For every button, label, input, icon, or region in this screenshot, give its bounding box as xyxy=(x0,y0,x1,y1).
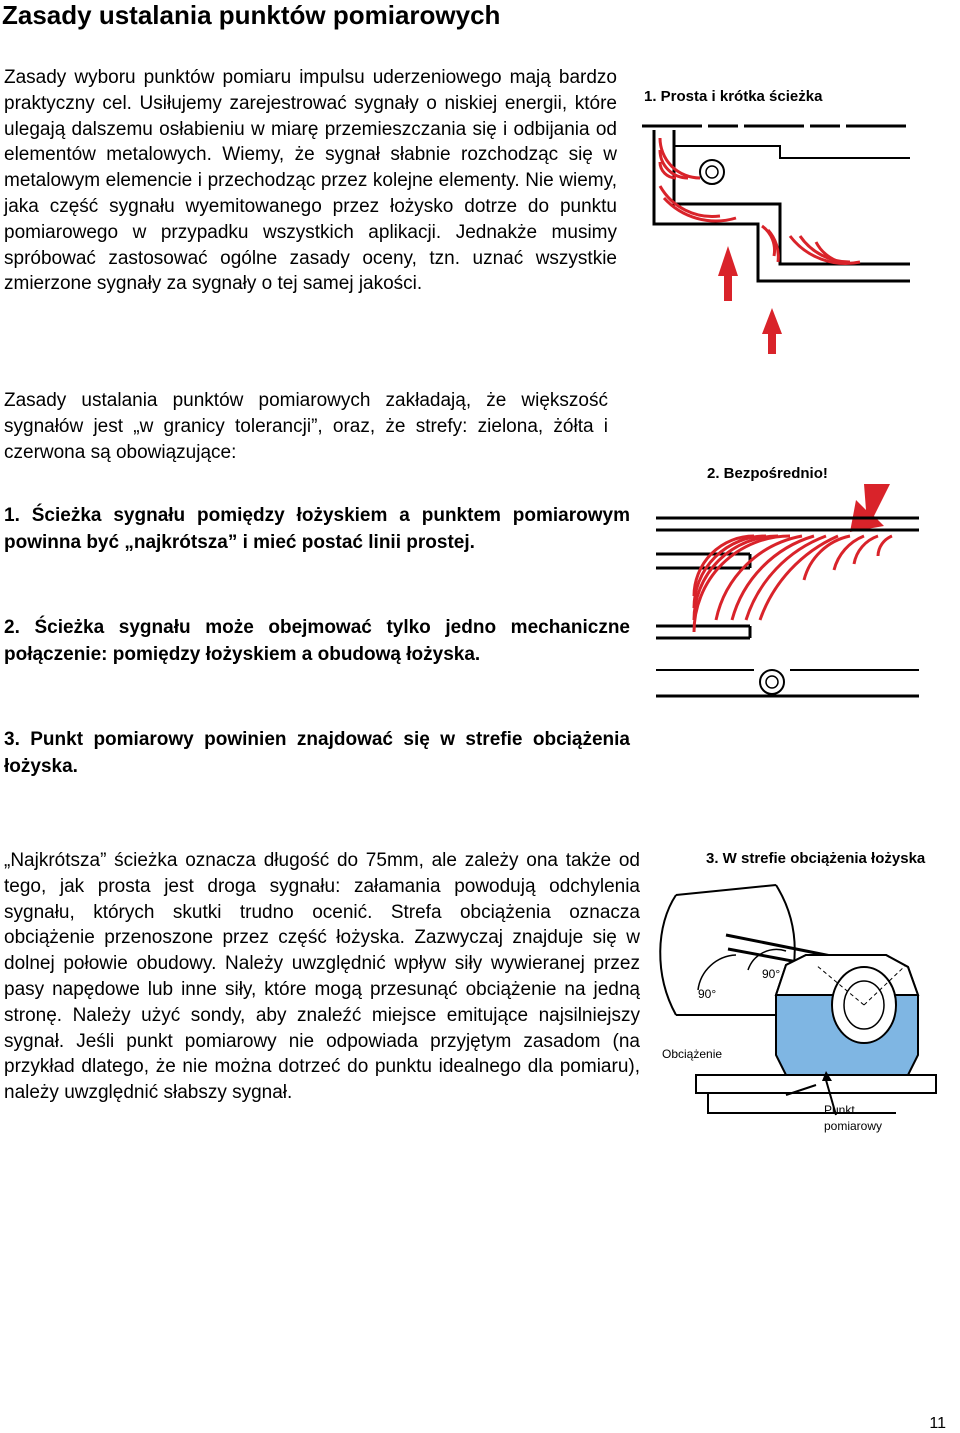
intro-paragraph-2: Zasady ustalania punktów pomiarowych zakładają, że większość sygnałów jest „w granicy tolerancji”, oraz, że strefy: zielona, żółta i czerwona są obowiązujące: xyxy=(4,390,608,463)
rule-2: 2. Ścieżka sygnału może obejmować tylko jedno mechaniczne połączenie: pomiędzy łożyskiem a obudową łożyska. xyxy=(4,617,630,665)
outro-paragraph: „Najkrótsza” ścieżka oznacza długość do 75mm, ale zależy ona także od tego, jak prosta jest droga sygnału: załamania powodują odchylenia sygnału, których skutki trudno ocenić. Strefa obciążenia oznacza obciążenie przenoszone przez część łożyska. Zazwyczaj znajduje się w dolnej połowie obudowy. Należy uwzględnić wpływ siły wywieranej przez pasy napędowe lub inne siły, które mogą przesunąć obciążenie na jedną stronę. Należy użyć sondy, aby znaleźć miejsce emitujące najsilniejszy sygnał. Jeśli punkt pomiarowy nie odpowiada przyjętym zasadom (na przykład dlatego, że nie można dotrzeć do punktu idealnego dla pomiaru), należy uwzględnić słabszy sygnał. xyxy=(4,850,640,1104)
figure-2-drawing xyxy=(654,460,919,715)
rule-1: 1. Ścieżka sygnału pomiędzy łożyskiem a punktem pomiarowym powinna być „najkrótsza” i mieć postać linii prostej. xyxy=(4,505,630,553)
figure-3-load-label: Obciążenie xyxy=(662,1047,723,1061)
figure-3 xyxy=(636,845,954,1145)
rule-3: 3. Punkt pomiarowy powinien znajdować się w strefie obciążenia łożyska. xyxy=(4,729,630,777)
figure-1-drawing xyxy=(640,86,912,356)
page-number: 11 xyxy=(929,1415,946,1432)
figure-3-drawing xyxy=(636,845,954,1145)
figure-3-title: 3. W strefie obciążenia łożyska xyxy=(706,850,926,867)
figure-2-title: 2. Bezpośrednio! xyxy=(707,465,828,482)
figure-3-angle-b: 90° xyxy=(762,967,781,981)
figure-3-angle-a: 90° xyxy=(698,987,717,1001)
figure-3-point-label-1: Punkt xyxy=(824,1103,855,1117)
figure-1-title: 1. Prosta i krótka ścieżka xyxy=(644,88,823,105)
figure-1 xyxy=(640,86,912,356)
figure-3-point-label-2: pomiarowy xyxy=(824,1119,883,1133)
intro-paragraph-1: Zasady wyboru punktów pomiaru impulsu uderzeniowego mają bardzo praktyczny cel. Usiłujemy zarejestrować sygnały o niskiej energii, które ulegają dalszemu osłabieniu w miarę przemieszczania się i odbijania od elementów metalowych. Wiemy, że sygnał słabnie rozchodząc się w metalowym elemencie i przechodząc przez kolejne elementy. Nie wiemy, jaka część sygnału wyemitowanego przez łożysko dotrze do punktu pomiarowego w przypadku wszystkich aplikacji. Jednakże musimy spróbować zastosować ogólne zasady oceny, tzn. uznać wszystkie zmierzone sygnały za sygnały o tej samej jakości. xyxy=(4,67,617,295)
figure-2 xyxy=(654,460,919,715)
page-title: Zasady ustalania punktów pomiarowych xyxy=(2,0,501,30)
